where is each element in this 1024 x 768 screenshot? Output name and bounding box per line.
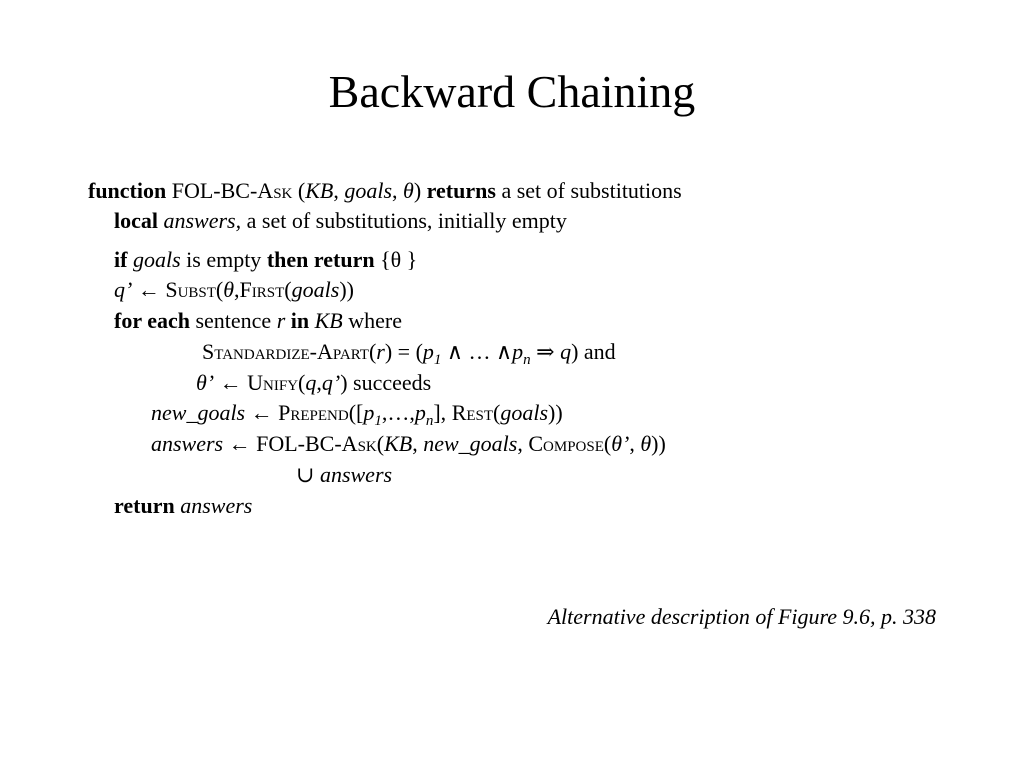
code-line-11: return answers — [114, 493, 253, 518]
code-line-7: θ’ ← Unify(q,q’) succeeds — [196, 370, 432, 395]
left-arrow-icon: ← — [250, 400, 273, 425]
keyword-in: in — [290, 308, 310, 333]
code-line-4: q’ ← Subst(θ,First(goals)) — [114, 277, 354, 302]
code-line-3: if goals is empty then return {θ } — [114, 247, 418, 272]
keyword-local: local — [114, 208, 158, 233]
keyword-returns: returns — [426, 178, 496, 203]
function-name: FOL-BC-Ask — [171, 178, 293, 203]
keyword-return: return — [114, 493, 175, 518]
keyword-if: if — [114, 247, 128, 272]
code-line-9: answers ← FOL-BC-Ask(KB, new_goals, Compose(θ’, θ)) — [151, 431, 666, 456]
keyword-for-each: for each — [114, 308, 190, 333]
keyword-function: function — [88, 178, 167, 203]
code-line-5: for each sentence r in KB where — [114, 308, 402, 333]
code-line-10: ∪ answers — [296, 462, 393, 487]
left-arrow-icon: ← — [219, 370, 242, 395]
code-line-6: Standardize-Apart(r) = ($p_1$ ∧ … $\wedge p_n$ ⇒ q) and — [202, 339, 616, 368]
code-line-8: new_goals ← $Prepend([p_1,\dots,p_n]$, Rest(goals)) — [151, 400, 563, 429]
figure-caption: Alternative description of Figure 9.6, p. 338 — [547, 604, 936, 629]
code-line-1: function FOL-BC-Ask (KB, goals, θ) returns a set of substitutions — [88, 178, 682, 203]
keyword-then-return: then return — [266, 247, 375, 272]
union-icon: ∪ — [296, 462, 315, 487]
implies-icon: ⇒ — [536, 339, 555, 364]
code-line-2: local answers, a set of substitutions, initially empty — [114, 208, 567, 233]
left-arrow-icon: ← — [137, 277, 160, 302]
function-name: FOL-BC-Ask — [256, 431, 377, 456]
slide-title: Backward Chaining — [328, 66, 696, 117]
left-arrow-icon: ← — [228, 431, 251, 456]
